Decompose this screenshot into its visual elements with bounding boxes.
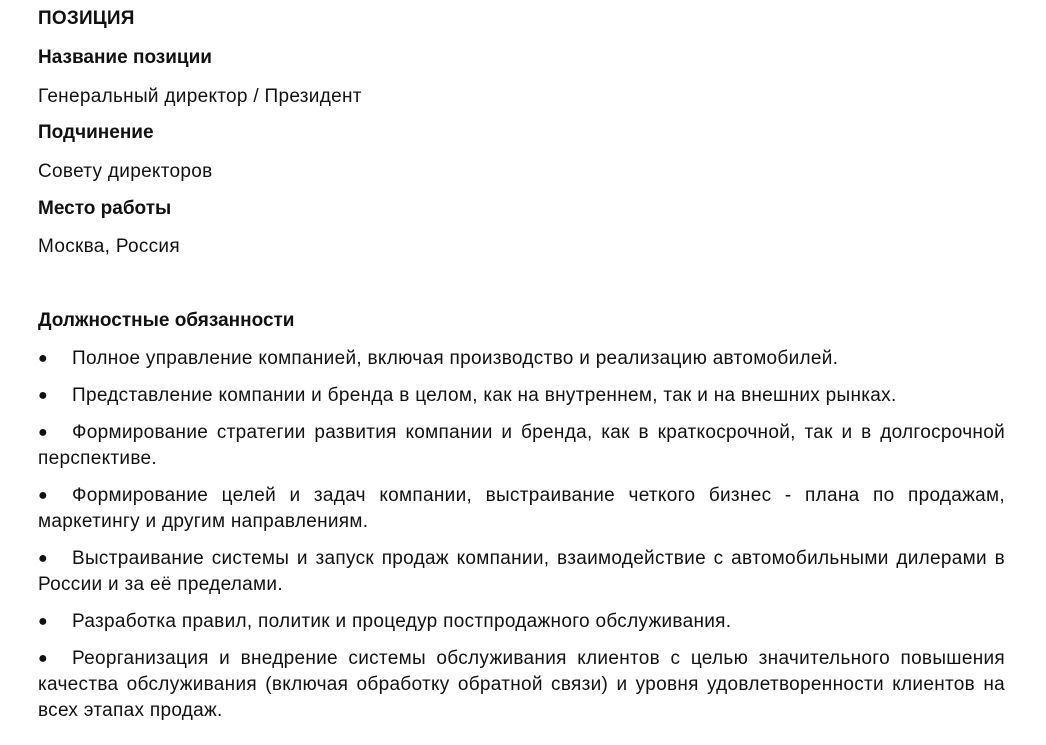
- work-location-label: Место работы: [38, 198, 172, 219]
- bullet-icon: ●: [38, 650, 48, 667]
- duty-text: Выстраивание системы и запуск продаж компании, взаимодействие с автомобильными дилерами в России и за её пределами.: [38, 548, 1005, 595]
- duty-text: Реорганизация и внедрение системы обслуживания клиентов с целью значительного повышения качества обслуживания (включая обработку обратной связи) и уровня удовлетворенности клиентов на всех этапах продаж.: [38, 648, 1005, 721]
- duty-text: Представление компании и бренда в целом, как на внутреннем, так и на внешних рынках.: [72, 385, 897, 406]
- position-title-value: Генеральный директор / Президент: [38, 86, 362, 107]
- bullet-icon: ●: [38, 387, 48, 404]
- duty-text: Разработка правил, политик и процедур постпродажного обслуживания.: [72, 611, 732, 632]
- duty-item: [38, 383, 1005, 409]
- bullet-icon: ●: [38, 487, 48, 504]
- duty-item: [38, 646, 1005, 724]
- duty-text: Формирование целей и задач компании, выстраивание четкого бизнес - плана по продажам, маркетингу и другим направлениям.: [38, 485, 1005, 532]
- section-title: ПОЗИЦИЯ: [38, 8, 135, 29]
- duties-title: Должностные обязанности: [38, 310, 295, 331]
- duty-text: Формирование стратегии развития компании и бренда, как в краткосрочной, так и в долгосрочной перспективе.: [38, 422, 1005, 469]
- reports-to-value: Совету директоров: [38, 161, 213, 182]
- duty-item: [38, 346, 1005, 372]
- duty-item: [38, 609, 1005, 635]
- bullet-icon: ●: [38, 350, 48, 367]
- reports-to-label: Подчинение: [38, 122, 154, 143]
- position-title-label: Название позиции: [38, 47, 212, 68]
- bullet-icon: ●: [38, 424, 48, 441]
- duty-item: [38, 420, 1005, 472]
- duty-item: [38, 483, 1005, 535]
- bullet-icon: ●: [38, 550, 48, 567]
- duty-text: Полное управление компанией, включая производство и реализацию автомобилей.: [72, 348, 839, 369]
- work-location-value: Москва, Россия: [38, 236, 180, 257]
- duty-item: [38, 546, 1005, 598]
- bullet-icon: ●: [38, 613, 48, 630]
- duties-list: [38, 346, 1005, 735]
